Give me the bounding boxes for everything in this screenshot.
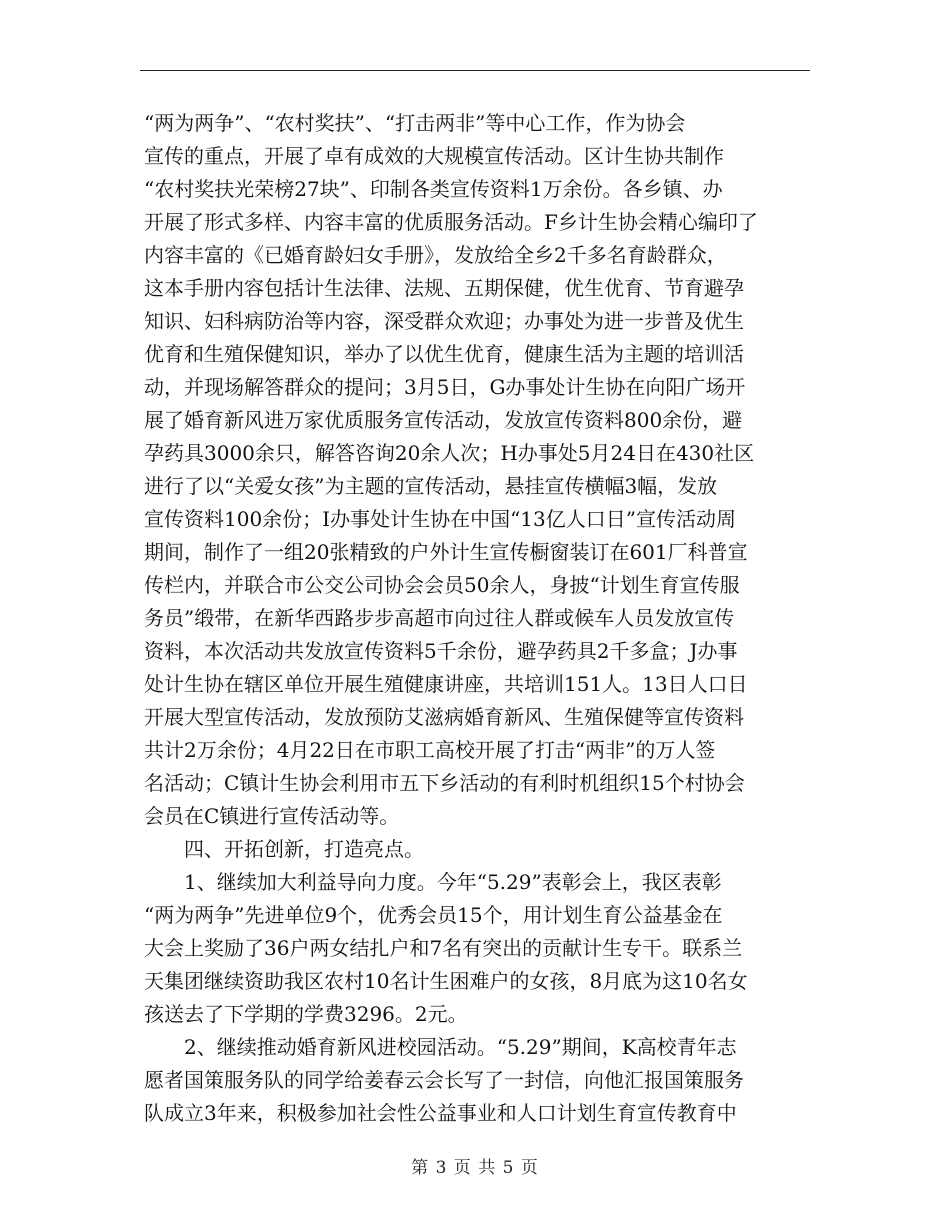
text-line: 四、开拓创新，打造亮点。 (144, 837, 424, 861)
text-line: 传栏内，并联合市公交公司协会会员50余人，身披“计划生育宣传服 (144, 573, 740, 597)
text-line: 务员”缎带，在新华西路步步高超市向过往人群或候车人员发放宣传 (144, 606, 735, 630)
text-line: 宣传资料100余份；I办事处计生协在中国“13亿人口日”宣传活动周 (144, 507, 736, 531)
text-line: 这本手册内容包括计生法律、法规、五期保健，优生优育、节育避孕 (144, 276, 744, 300)
text-line: “两为两争”、“农村奖扶”、“打击两非”等中心工作，作为协会 (144, 111, 686, 135)
text-line: 孕药具3000余只，解答咨询20余人次；H办事处5月24日在430社区 (144, 441, 755, 465)
text-line: 会员在C镇进行宣传活动等。 (144, 804, 400, 828)
text-line: 宣传的重点，开展了卓有成效的大规模宣传活动。区计生协共制作 (144, 144, 724, 168)
text-line: 知识、妇科病防治等内容，深受群众欢迎；办事处为进一步普及优生 (144, 309, 744, 333)
header-rule (140, 70, 810, 71)
text-line: 优育和生殖保健知识，举办了以优生优育，健康生活为主题的培训活 (144, 342, 744, 366)
text-line: 队成立3年来，积极参加社会性公益事业和人口计划生育宣传教育中 (144, 1101, 737, 1125)
text-line: 天集团继续资助我区农村10名计生困难户的女孩，8月底为这10名女 (144, 969, 748, 993)
text-line: 1、继续加大利益导向力度。今年“5.29”表彰会上，我区表彰 (144, 870, 722, 894)
document-body (144, 107, 808, 1130)
text-line: 开展大型宣传活动，发放预防艾滋病婚育新风、生殖保健等宣传资料 (144, 705, 744, 729)
text-line: 资料，本次活动共发放宣传资料5千余份，避孕药具2千多盒；J办事 (144, 639, 738, 663)
text-line: 愿者国策服务队的同学给姜春云会长写了一封信，向他汇报国策服务 (144, 1068, 744, 1092)
text-line: 孩送去了下学期的学费3296。2元。 (144, 1002, 468, 1026)
text-line: 共计2万余份；4月22日在市职工高校开展了打击“两非”的万人签 (144, 738, 716, 762)
text-line: 内容丰富的《已婚育龄妇女手册》，发放给全乡2千多名育龄群众， (144, 243, 727, 267)
text-line: 动，并现场解答群众的提问；3月5日，G办事处计生协在向阳广场开 (144, 375, 746, 399)
text-line: 名活动；C镇计生协会利用市五下乡活动的有利时机组织15个村协会 (144, 771, 745, 795)
text-line: 开展了形式多样、内容丰富的优质服务活动。F乡计生协会精心编印了 (144, 210, 758, 234)
text-line: 2、继续推动婚育新风进校园活动。“5.29”期间，K高校青年志 (144, 1035, 737, 1059)
text-line: 期间，制作了一组20张精致的户外计生宣传橱窗装订在601厂科普宣 (144, 540, 748, 564)
text-line: “农村奖扶光荣榜27块”、印制各类宣传资料1万余份。各乡镇、办 (144, 177, 723, 201)
text-line: 进行了以“关爱女孩”为主题的宣传活动，悬挂宣传横幅3幅，发放 (144, 474, 718, 498)
page-footer: 第 3 页 共 5 页 (411, 1158, 539, 1178)
text-line: 大会上奖励了36户两女结扎户和7名有突出的贡献计生专干。联系兰 (144, 936, 743, 960)
text-line: 处计生协在辖区单位开展生殖健康讲座，共培训151人。13日人口日 (144, 672, 748, 696)
text-line: “两为两争”先进单位9个，优秀会员15个，用计划生育公益基金在 (144, 903, 723, 927)
text-line: 展了婚育新风进万家优质服务宣传活动，发放宣传资料800余份，避 (144, 408, 743, 432)
